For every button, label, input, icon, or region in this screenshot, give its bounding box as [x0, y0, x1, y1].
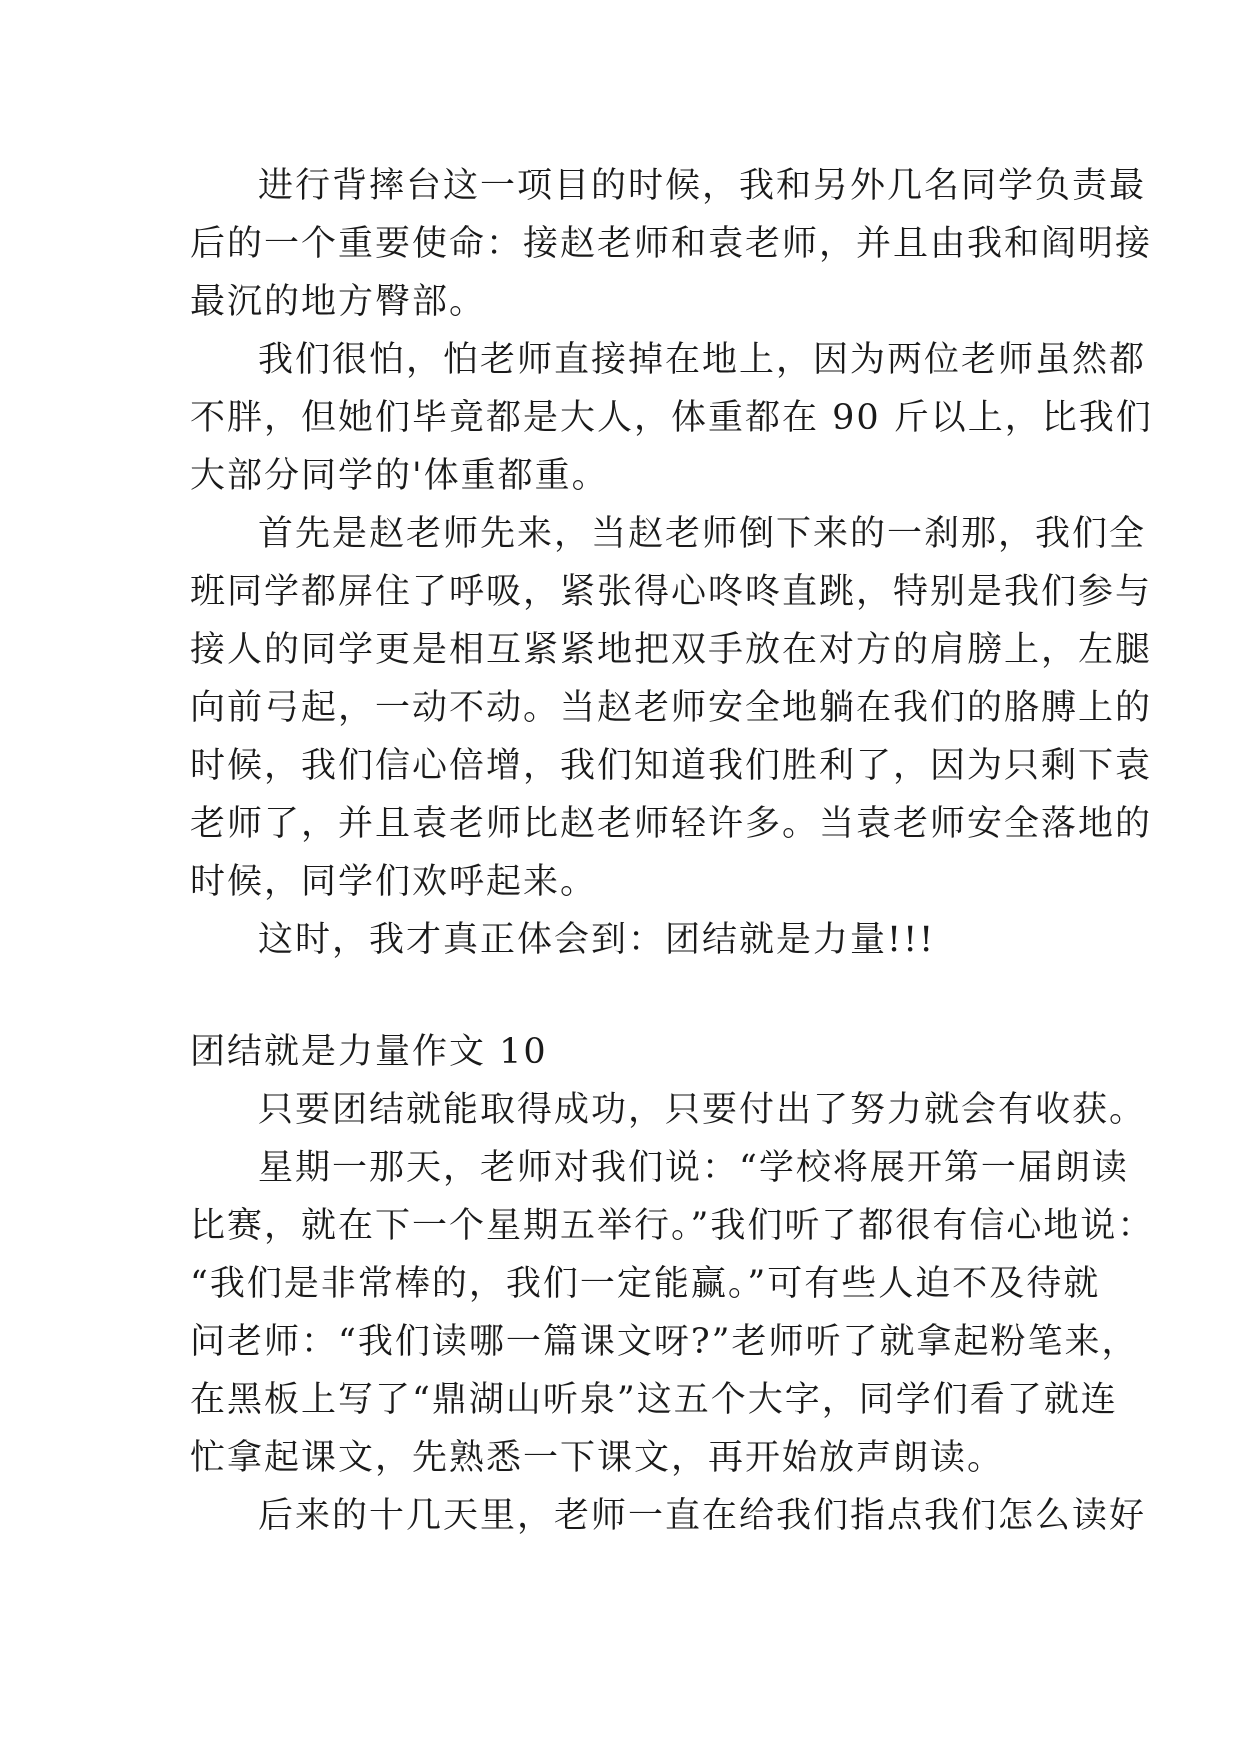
paragraph-line: 班同学都屏住了呼吸，紧张得心咚咚直跳，特别是我们参与 — [190, 572, 1153, 612]
section-heading: 团结就是力量作文 10 — [190, 1032, 548, 1072]
paragraph-line: 在黑板上写了“鼎湖山听泉”这五个大字，同学们看了就连 — [190, 1380, 1118, 1420]
paragraph-line: 时候，我们信心倍增，我们知道我们胜利了，因为只剩下袁 — [190, 746, 1153, 786]
paragraph-line: 老师了，并且袁老师比赵老师轻许多。当袁老师安全落地的 — [190, 804, 1153, 844]
paragraph-line: 最沉的地方臀部。 — [190, 282, 487, 322]
paragraph-line: 接人的同学更是相互紧紧地把双手放在对方的肩膀上，左腿 — [190, 630, 1153, 670]
paragraph-line: 大部分同学的'体重都重。 — [190, 456, 609, 496]
paragraph-line: 这时，我才真正体会到：团结就是力量!!! — [258, 920, 936, 960]
paragraph-line: “我们是非常棒的，我们一定能赢。”可有些人迫不及待就 — [190, 1264, 1101, 1304]
paragraph-line: 向前弓起，一动不动。当赵老师安全地躺在我们的胳膊上的 — [190, 688, 1153, 728]
paragraph-line: 比赛，就在下一个星期五举行。”我们听了都很有信心地说： — [190, 1206, 1155, 1246]
paragraph-line: 时候，同学们欢呼起来。 — [190, 862, 598, 902]
paragraph-line: 只要团结就能取得成功，只要付出了努力就会有收获。 — [258, 1090, 1147, 1130]
paragraph-line: 问老师：“我们读哪一篇课文呀?”老师听了就拿起粉笔来， — [190, 1322, 1139, 1362]
paragraph-line: 首先是赵老师先来，当赵老师倒下来的一刹那，我们全 — [258, 514, 1147, 554]
paragraph-line: 星期一那天，老师对我们说：“学校将展开第一届朗读 — [258, 1148, 1129, 1188]
paragraph-line: 我们很怕，怕老师直接掉在地上，因为两位老师虽然都 — [258, 340, 1147, 380]
paragraph-line: 后来的十几天里，老师一直在给我们指点我们怎么读好 — [258, 1496, 1147, 1536]
paragraph-line: 不胖，但她们毕竟都是大人，体重都在 90 斤以上，比我们 — [190, 398, 1153, 438]
paragraph-line: 进行背摔台这一项目的时候，我和另外几名同学负责最 — [258, 166, 1147, 206]
paragraph-line: 忙拿起课文，先熟悉一下课文，再开始放声朗读。 — [190, 1438, 1005, 1478]
paragraph-line: 后的一个重要使命：接赵老师和袁老师，并且由我和阎明接 — [190, 224, 1153, 264]
